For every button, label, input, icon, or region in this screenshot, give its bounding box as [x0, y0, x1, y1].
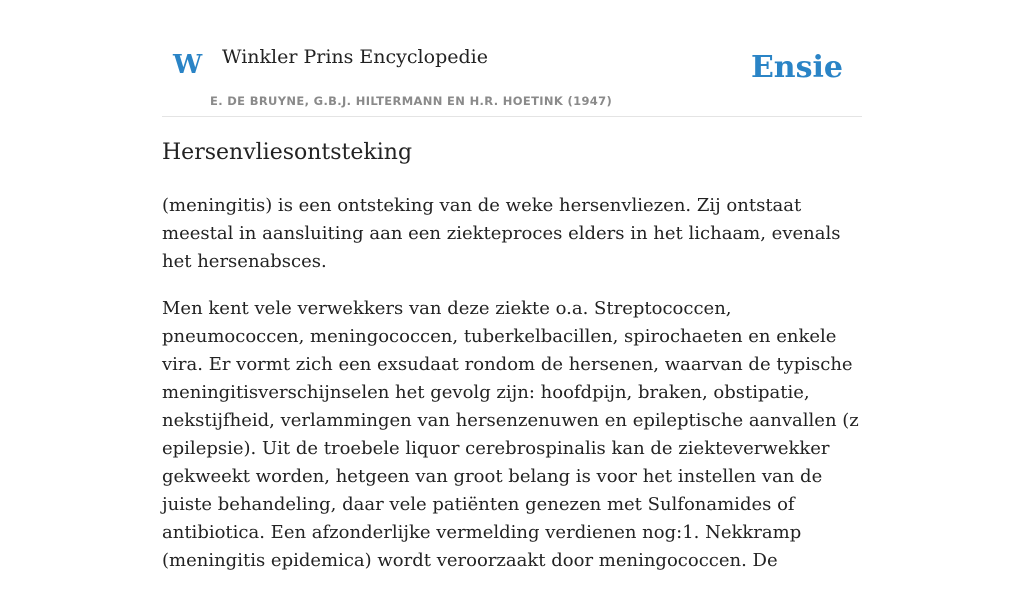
article-body — [162, 192, 862, 594]
site-header — [162, 0, 862, 117]
authors-line: E. DE BRUYNE, G.B.J. HILTERMANN EN H.R. HOETINK (1947) — [210, 94, 613, 108]
article-paragraph: Men kent vele verwekkers van deze ziekte o.a. Streptococcen, pneumococcen, meningococcen, tuberkelbacillen, spirochaeten en enkele vira. Er vormt zich een exsudaat rondom de hersenen, waarvan de typische meningitisverschijnselen het gevolg zijn: hoofdpijn, braken, obstipatie, nekstijfheid, verlammingen van hersenzenuwen en epileptische aanvallen (z epilepsie). Uit de troebele liquor cerebrospinalis kan de ziekteverwekker gekweekt worden, hetgeen van groot belang is voor het instellen van de juiste behandeling, daar vele patiënten genezen met Sulfonamides of antibiotica. Een afzonderlijke vermelding verdienen nog:1. Nekkramp (meningitis epidemica) wordt veroorzaakt door meningococcen. De — [162, 298, 859, 571]
ensie-brand-logo[interactable]: Ensie — [750, 50, 843, 85]
winkler-prins-logo[interactable]: W — [173, 50, 203, 80]
article-paragraph: (meningitis) is een ontsteking van de weke hersenvliezen. Zij ontstaat meestal in aansluiting aan een ziekteproces elders in het lichaam, evenals het hersenabsces. — [162, 195, 841, 272]
article-title: Hersenvliesontsteking — [162, 140, 413, 165]
site-title[interactable]: Winkler Prins Encyclopedie — [222, 46, 488, 68]
